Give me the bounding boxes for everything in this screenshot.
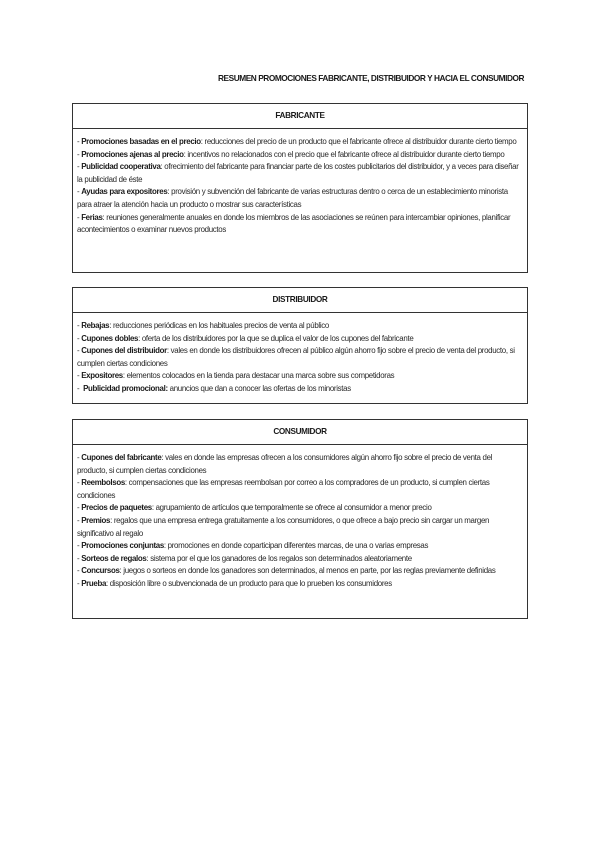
- item-term: Prueba: [81, 578, 107, 588]
- item-description: : reuniones generalmente anuales en donde los miembros de las asociaciones se reúnen para intercambiar opiniones, planificar acontecimientos o examinar nuevos productos: [77, 212, 511, 235]
- list-item: - Promociones conjuntas: promociones en donde coparticipan diferentes marcas, de una o varias empresas: [77, 541, 429, 551]
- list-item: - Cupones del fabricante: vales en donde las empresas ofrecen a los consumidores algún ahorro fijo sobre el precio de venta del producto, si cumplen ciertas condiciones: [77, 453, 493, 475]
- item-term: Reembolsos: [81, 478, 125, 488]
- item-term: Sorteos de regalos: [81, 553, 147, 563]
- item-term: Ayudas para expositores: [81, 187, 168, 197]
- item-description: : disposición libre o subvencionada de un producto para que lo prueben los consumidores: [106, 578, 392, 588]
- item-term: Promociones conjuntas: [81, 541, 164, 551]
- list-item: - Promociones basadas en el precio: reducciones del precio de un producto que el fabricante ofrece al distribuidor durante cierto tiempo: [77, 137, 517, 146]
- section-heading: DISTRIBUIDOR: [73, 288, 527, 313]
- item-description: : oferta de los distribuidores por la que se duplica el valor de los cupones del fabricante: [138, 333, 414, 343]
- item-description: : vales en donde las empresas ofrecen a los consumidores algún ahorro fijo sobre el precio de venta del producto, si cumplen ciertas condiciones: [77, 453, 493, 475]
- list-item: - Publicidad cooperativa: ofrecimiento del fabricante para financiar parte de los costes publicitarios del distribuidor, y a veces para diseñar la publicidad de éste: [77, 162, 519, 184]
- item-description: : elementos colocados en la tienda para destacar una marca sobre sus competidoras: [122, 371, 395, 381]
- item-term: Promociones ajenas al precio: [81, 149, 184, 159]
- section-heading: FABRICANTE: [73, 104, 527, 129]
- item-description: : promociones en donde coparticipan diferentes marcas, de una o varias empresas: [163, 541, 429, 551]
- item-term: Concursos: [81, 566, 120, 576]
- list-item: - Cupones del distribuidor: vales en donde los distribuidores ofrecen al público algún ahorro fijo sobre el precio de venta del producto, si cumplen ciertas condiciones: [77, 346, 515, 368]
- list-item: - Reembolsos: compensaciones que las empresas reembolsan por correo a los compradores de un producto, si cumplen ciertas condiciones: [77, 478, 490, 500]
- item-term: Publicidad cooperativa: [81, 162, 161, 172]
- item-term: Publicidad promocional:: [83, 383, 168, 393]
- section-distribuidor: [72, 287, 528, 404]
- item-term: Promociones basadas en el precio: [81, 137, 201, 146]
- item-description: : reducciones periódicas en los habituales precios de venta al público: [109, 321, 329, 330]
- list-item: - Prueba: disposición libre o subvencionada de un producto para que lo prueben los consumidores: [77, 578, 392, 588]
- item-description: : vales en donde los distribuidores ofrecen al público algún ahorro fijo sobre el precio de venta del producto, si cumplen ciertas condiciones: [77, 346, 515, 368]
- item-description: : compensaciones que las empresas reembolsan por correo a los compradores de un producto, si cumplen ciertas condiciones: [77, 478, 490, 500]
- section-body: [73, 129, 527, 241]
- list-item: - Ayudas para expositores: provisión y subvención del fabricante de varias estructuras dentro o cerca de un establecimiento minorista para atraer la atención hacia un producto o mostrar sus características: [77, 187, 508, 209]
- list-item: - Publicidad promocional: anuncios que dan a conocer las ofertas de los minoristas: [77, 383, 351, 393]
- list-item: - Expositores: elementos colocados en la tienda para destacar una marca sobre sus competidoras: [77, 371, 395, 381]
- section-consumidor: [72, 419, 528, 619]
- item-description: : juegos o sorteos en donde los ganadores son determinados, al menos en parte, por las reglas previamente definidas: [119, 566, 496, 576]
- item-term: Rebajas: [81, 321, 110, 330]
- list-item: - Precios de paquetes: agrupamiento de artículos que temporalmente se ofrece al consumidor a menor precio: [77, 503, 432, 513]
- section-body: [73, 313, 527, 400]
- list-item: - Ferias: reuniones generalmente anuales en donde los miembros de las asociaciones se reúnen para intercambiar opiniones, planificar acontecimientos o examinar nuevos productos: [77, 212, 511, 235]
- list-item: - Concursos: juegos o sorteos en donde los ganadores son determinados, al menos en parte, por las reglas previamente definidas: [77, 566, 496, 576]
- item-term: Cupones del fabricante: [81, 453, 162, 462]
- section-fabricante: [72, 103, 528, 273]
- item-term: Precios de paquetes: [81, 503, 152, 513]
- list-item: - Sorteos de regalos: sistema por el que los ganadores de los regalos son determinados aleatoriamente: [77, 553, 412, 563]
- item-term: Ferias: [81, 212, 103, 222]
- item-description: : agrupamiento de artículos que temporalmente se ofrece al consumidor a menor precio: [151, 503, 432, 513]
- section-body: [73, 445, 527, 595]
- list-item: - Rebajas: reducciones periódicas en los habituales precios de venta al público: [77, 321, 329, 330]
- document-title: RESUMEN PROMOCIONES FABRICANTE, DISTRIBUIDOR Y HACIA EL CONSUMIDOR: [218, 73, 525, 83]
- item-term: Premios: [81, 515, 111, 525]
- item-term: Expositores: [81, 371, 123, 381]
- item-term: Cupones del distribuidor: [81, 346, 167, 356]
- list-item: - Premios: regalos que una empresa entrega gratuitamente a los consumidores, o que ofrece a bajo precio sin cargar un margen significativo al regalo: [77, 515, 490, 538]
- section-heading: CONSUMIDOR: [73, 420, 527, 445]
- item-description: : provisión y subvención del fabricante de varias estructuras dentro o cerca de un establecimiento minorista para atraer la atención hacia un producto o mostrar sus características: [77, 187, 508, 209]
- item-description: : sistema por el que los ganadores de los regalos son determinados aleatoriamente: [146, 553, 412, 563]
- item-description: : ofrecimiento del fabricante para financiar parte de los costes publicitarios del distribuidor, y a veces para diseñar la publicidad de éste: [77, 162, 519, 184]
- item-description: : reducciones del precio de un producto que el fabricante ofrece al distribuidor durante cierto tiempo: [200, 137, 517, 146]
- item-term: Cupones dobles: [81, 333, 139, 343]
- item-description: : incentivos no relacionados con el precio que el fabricante ofrece al distribuidor durante cierto tiempo: [183, 149, 505, 159]
- list-item: - Promociones ajenas al precio: incentivos no relacionados con el precio que el fabricante ofrece al distribuidor durante cierto tiempo: [77, 149, 505, 159]
- item-description: : regalos que una empresa entrega gratuitamente a los consumidores, o que ofrece a bajo precio sin cargar un margen significativo al regalo: [77, 515, 490, 538]
- item-description: anuncios que dan a conocer las ofertas de los minoristas: [167, 383, 351, 393]
- list-item: - Cupones dobles: oferta de los distribuidores por la que se duplica el valor de los cupones del fabricante: [77, 333, 414, 343]
